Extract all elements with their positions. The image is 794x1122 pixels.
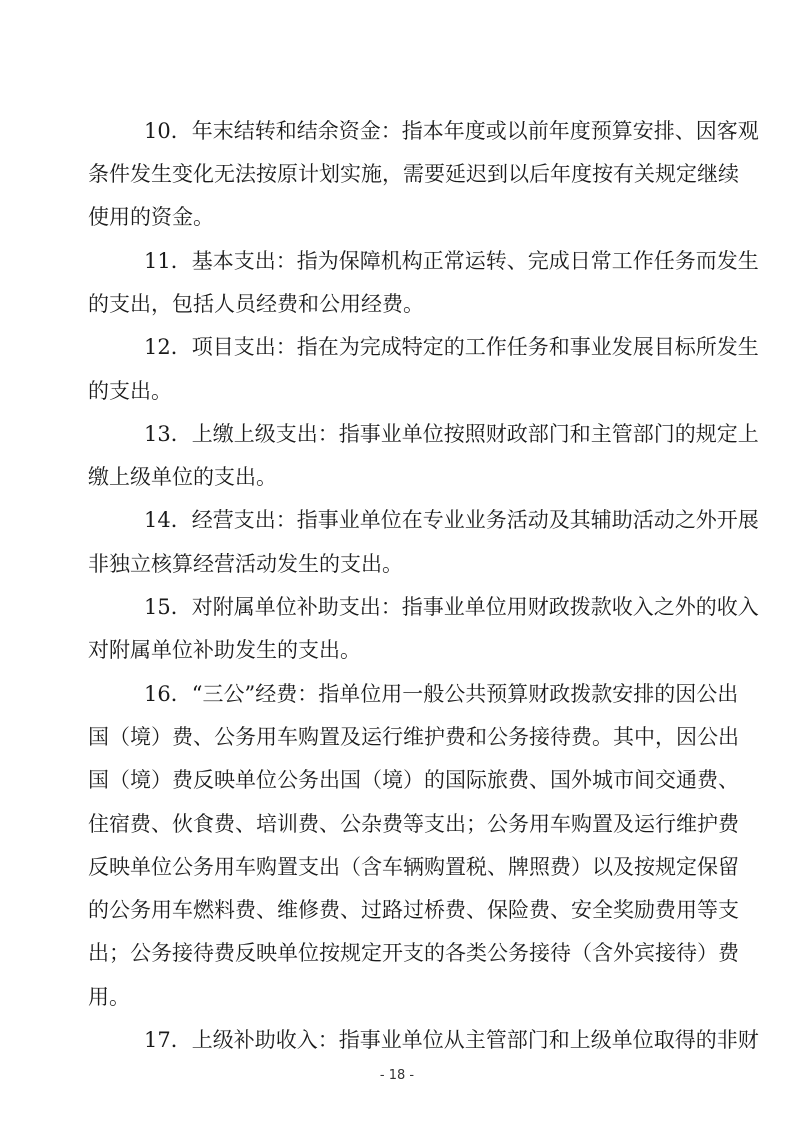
text-line: 17．上级补助收入：指事业单位从主管部门和上级单位取得的非财 xyxy=(144,1028,759,1052)
text-line: 使用的资金。 xyxy=(88,205,214,229)
text-line: 11．基本支出：指为保障机构正常运转、完成日常工作任务而发生 xyxy=(144,249,759,273)
text-line: 反映单位公务用车购置支出（含车辆购置税、牌照费）以及按规定保留 xyxy=(88,855,739,879)
text-line: 缴上级单位的支出。 xyxy=(88,465,277,489)
text-line: 国（境）费、公务用车购置及运行维护费和公务接待费。其中，因公出 xyxy=(88,725,739,749)
text-line: 的支出。 xyxy=(88,379,172,403)
text-line: 出；公务接待费反映单位按规定开支的各类公务接待（含外宾接待）费 xyxy=(88,941,739,965)
text-line: 国（境）费反映单位公务出国（境）的国际旅费、国外城市间交通费、 xyxy=(88,768,739,792)
text-line: 15．对附属单位补助支出：指事业单位用财政拨款收入之外的收入 xyxy=(144,595,759,619)
text-line: 的公务用车燃料费、维修费、过路过桥费、保险费、安全奖励费用等支 xyxy=(88,898,739,922)
text-line: 13．上缴上级支出：指事业单位按照财政部门和主管部门的规定上 xyxy=(144,422,759,446)
text-line: 12．项目支出：指在为完成特定的工作任务和事业发展目标所发生 xyxy=(144,335,759,359)
text-line: 住宿费、伙食费、培训费、公杂费等支出；公务用车购置及运行维护费 xyxy=(88,812,739,836)
text-line: 对附属单位补助发生的支出。 xyxy=(88,638,361,662)
text-line: 的支出，包括人员经费和公用经费。 xyxy=(88,292,424,316)
text-line: 10．年末结转和结余资金：指本年度或以前年度预算安排、因客观 xyxy=(144,119,759,143)
text-line: 14．经营支出：指事业单位在专业业务活动及其辅助活动之外开展 xyxy=(144,508,759,532)
text-line: 用。 xyxy=(88,985,130,1009)
text-line: 条件发生变化无法按原计划实施，需要延迟到以后年度按有关规定继续 xyxy=(88,162,739,186)
text-line: 非独立核算经营活动发生的支出。 xyxy=(88,552,403,576)
page-number: - 18 - xyxy=(379,1068,415,1083)
text-line: 16．“三公”经费：指单位用一般公共预算财政拨款安排的因公出 xyxy=(144,682,739,706)
